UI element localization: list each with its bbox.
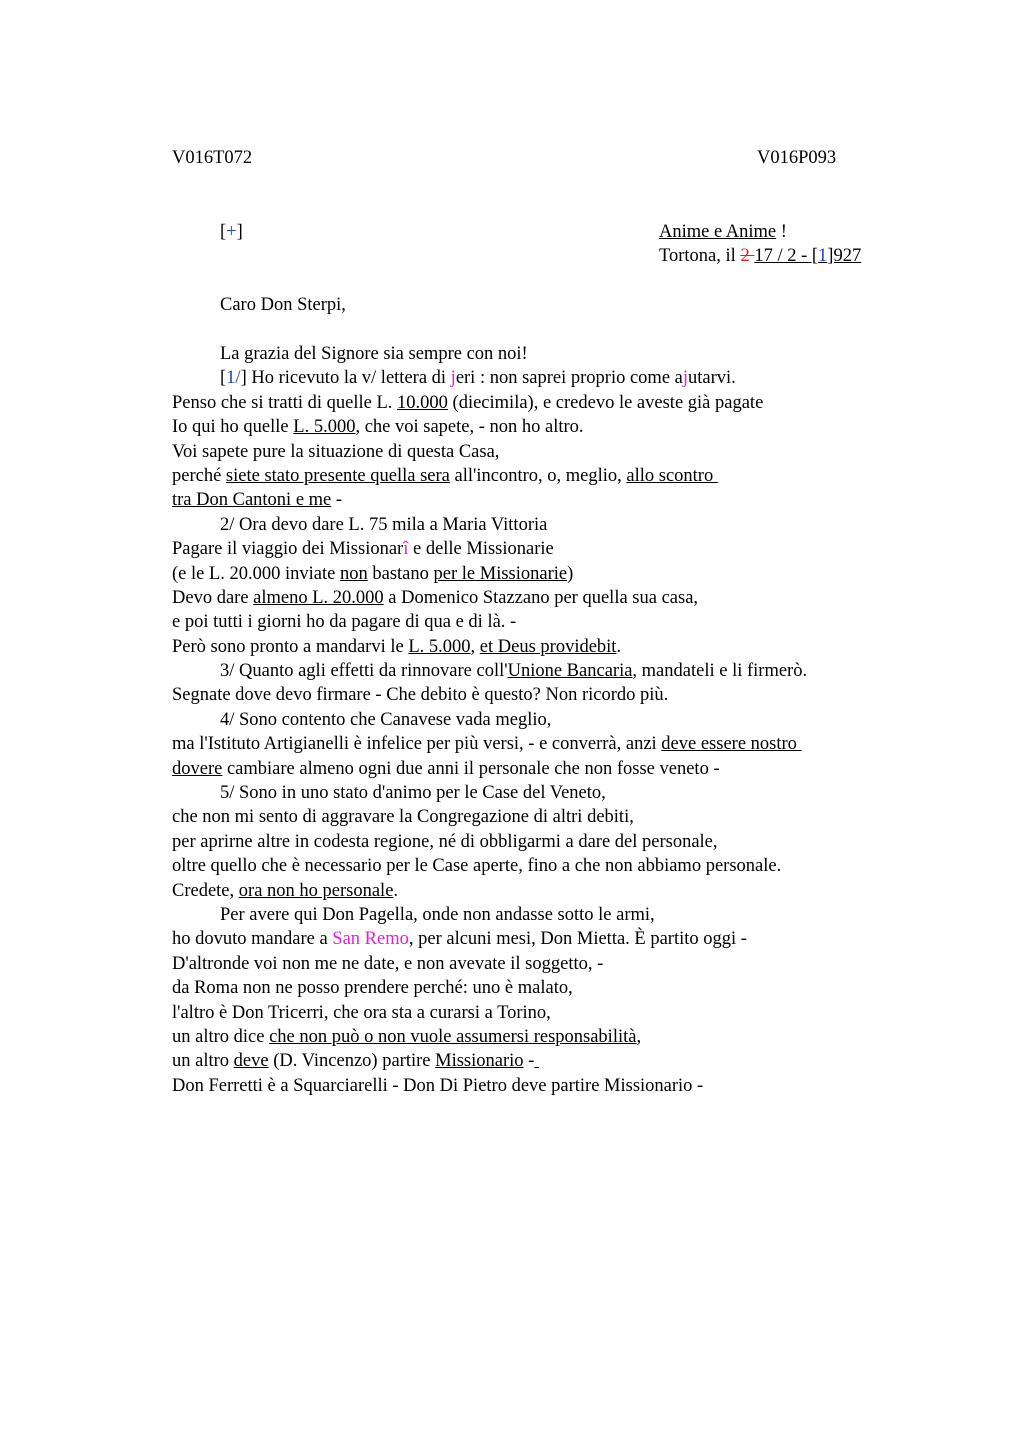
body-line: (e le L. 20.000 inviate non bastano per le Missionarie) [172, 563, 574, 584]
body-line: Pagare il viaggio dei Missionarî e delle Missionarie [172, 539, 554, 560]
body-line: 3/ Quanto agli effetti da rinnovare coll'Unione Bancaria, mandateli e li firmerò. [220, 661, 808, 682]
body-line: 5/ Sono in uno stato d'animo per le Case del Veneto, [220, 783, 606, 804]
letter-body [172, 342, 932, 1098]
deleted-text: 2 [740, 246, 755, 266]
cross-mark: [+] [220, 222, 243, 242]
body-line: un altro dice che non può o non vuole assumersi responsabilità, [172, 1026, 642, 1047]
body-line: Devo dare almeno L. 20.000 a Domenico Stazzano per quella sua casa, [172, 587, 699, 608]
body-line: Per avere qui Don Pagella, onde non andasse sotto le armi, [220, 904, 655, 925]
body-line: Don Ferretti è a Squarciarelli - Don Di Pietro deve partire Missionario - [172, 1075, 704, 1096]
place-date: Tortona, il 2 17 / 2 - [1]927 [659, 246, 862, 266]
body-line: Voi sapete pure la situazione di questa Casa, [172, 441, 500, 462]
cross-symbol: + [226, 222, 237, 242]
body-line: La grazia del Signore sia sempre con noi! [220, 344, 528, 364]
motto-text: Anime e Anime [659, 222, 777, 242]
header-right-code: V016P093 [757, 148, 837, 168]
body-line: ma l'Istituto Artigianelli è infelice per più versi, - e converrà, anzi deve essere nostro [172, 734, 802, 755]
body-line: che non mi sento di aggravare la Congregazione di altri debiti, [172, 807, 634, 828]
salutation: Caro Don Sterpi, [220, 295, 346, 315]
body-line: D'altronde voi non me ne date, e non avevate il soggetto, - [172, 953, 604, 974]
body-line: Segnate dove devo firmare - Che debito è questo? Non ricordo più. [172, 685, 669, 706]
body-line: da Roma non ne posso prendere perché: uno è malato, [172, 978, 573, 999]
body-line: ho dovuto mandare a San Remo, per alcuni mesi, Don Mietta. È partito oggi - [172, 929, 747, 950]
body-line: Penso che si tratti di quelle L. 10.000 (diecimila), e credevo le aveste già pagate [172, 392, 764, 413]
body-line: oltre quello che è necessario per le Case aperte, fino a che non abbiamo personale. [172, 856, 782, 877]
body-line: per aprirne altre in codesta regione, né di obbligarmi a dare del personale, [172, 831, 718, 852]
body-line: perché siete stato presente quella sera all'incontro, o, meglio, allo scontro [172, 465, 718, 486]
body-line: 2/ Ora devo dare L. 75 mila a Maria Vittoria [220, 514, 548, 535]
body-line: 4/ Sono contento che Canavese vada meglio, [220, 709, 552, 730]
body-line: l'altro è Don Tricerri, che ora sta a curarsi a Torino, [172, 1002, 551, 1023]
date: 17 / 2 - [1]927 [754, 246, 862, 266]
body-line: Credete, ora non ho personale. [172, 880, 399, 901]
body-line: [1/] Ho ricevuto la v/ lettera di jeri : non saprei proprio come ajutarvi. [220, 368, 736, 389]
body-line: Io qui ho quelle L. 5.000, che voi sapete, - non ho altro. [172, 417, 584, 438]
header-left-code: V016T072 [172, 148, 253, 168]
motto: Anime e Anime ! [659, 222, 787, 242]
body-line: dovere cambiare almeno ogni due anni il personale che non fosse veneto - [172, 758, 720, 779]
body-line: e poi tutti i giorni ho da pagare di qua e di là. - [172, 612, 517, 633]
body-line: tra Don Cantoni e me - [172, 490, 343, 511]
body-line: Però sono pronto a mandarvi le L. 5.000, et Deus providebit. [172, 636, 622, 657]
body-line: un altro deve (D. Vincenzo) partire Missionario - [172, 1051, 535, 1072]
